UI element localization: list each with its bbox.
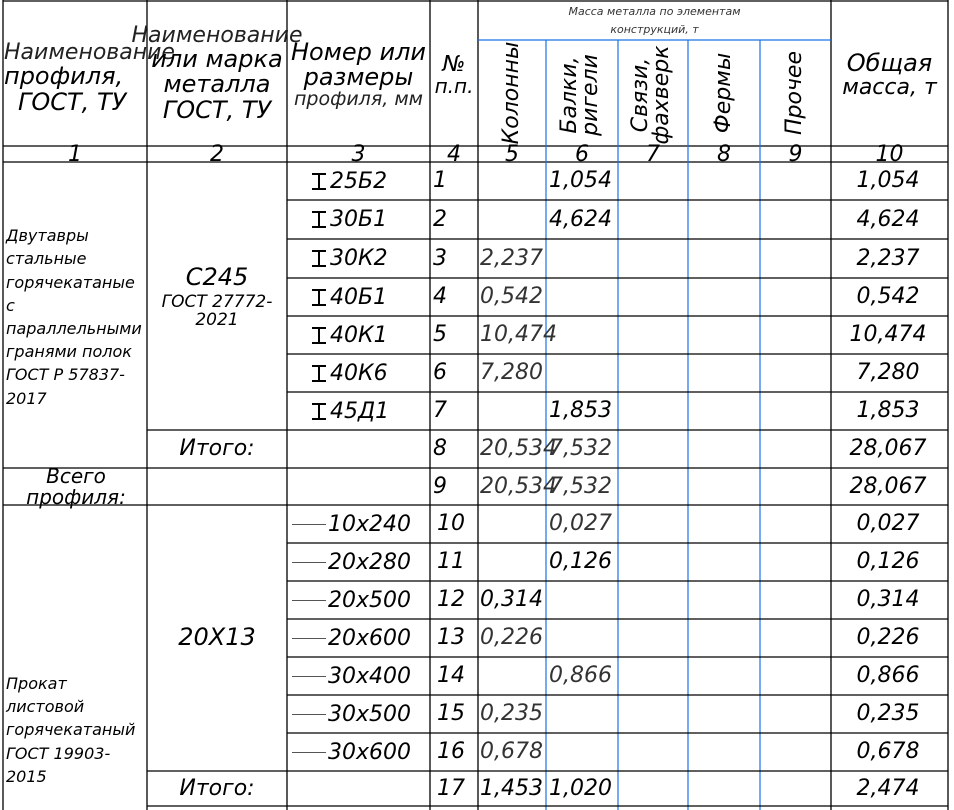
profile-size-text: 20х280 xyxy=(328,549,412,575)
section1-row-3-columns: 2,237 xyxy=(480,245,543,271)
section1-subtotal-total: 28,067 xyxy=(849,436,927,462)
section1-row-4-number: 4 xyxy=(433,284,447,310)
section1-row-7-beams: 1,853 xyxy=(549,398,612,424)
section2-subtotal-beams: 1,020 xyxy=(549,775,612,801)
section2-row-10-number: 10 xyxy=(437,511,465,537)
header-col1-line1: Наименование xyxy=(4,40,175,66)
section2-row-15-number: 15 xyxy=(437,701,465,727)
section2-row-11-total: 0,126 xyxy=(856,549,920,575)
section2-row-16-number: 16 xyxy=(437,739,465,765)
header-col2-line1: Наименование xyxy=(131,23,303,49)
profile-size-text: 20х500 xyxy=(328,587,412,613)
header-col10-line2: масса, т xyxy=(842,75,937,101)
i-beam-icon xyxy=(312,211,326,228)
section1-row-1-beams: 1,054 xyxy=(549,168,612,194)
section1-name-line5: ГОСТ Р 57837-2017 xyxy=(6,365,125,408)
section1-row-5-total: 10,474 xyxy=(849,322,927,348)
section1-steel-grade xyxy=(147,262,287,332)
section1-steel-gost: ГОСТ 27772-2021 xyxy=(161,291,273,330)
section1-subtotal-columns: 20,534 xyxy=(480,436,557,462)
plate-line-icon xyxy=(292,714,326,715)
header-col-bracing xyxy=(628,42,675,148)
header-col3-line1: Номер или xyxy=(291,37,426,66)
col-number-8: 8 xyxy=(717,142,731,168)
section2-row-12-total: 0,314 xyxy=(856,587,920,613)
section2-row-11-columns xyxy=(480,543,546,581)
header-col3-line3: профиля, мм xyxy=(293,88,424,111)
section1-total-columns: 20,534 xyxy=(480,473,557,499)
header-col-steel xyxy=(131,6,303,141)
plate-line-icon xyxy=(292,752,326,753)
header-group-line2: конструкций, т xyxy=(610,23,699,36)
section2-row-12-columns: 0,314 xyxy=(480,587,543,613)
section1-row-4-profile xyxy=(312,278,387,316)
header-col2-line4: ГОСТ, ТУ xyxy=(162,95,272,124)
section1-row-3-total: 2,237 xyxy=(856,245,920,271)
section1-row-3-beams xyxy=(549,239,618,278)
section2-row-15-beams xyxy=(549,695,618,733)
section1-name-line1: Двутавры стальные xyxy=(6,226,89,269)
section1-row-7-number: 7 xyxy=(433,398,447,424)
col-number-3: 3 xyxy=(351,142,366,168)
section2-row-10-columns xyxy=(480,505,546,543)
section1-row-2-columns xyxy=(480,200,546,239)
i-beam-icon xyxy=(312,403,326,420)
col-number-1: 1 xyxy=(68,142,82,168)
section2-row-14-total: 0,866 xyxy=(856,663,920,689)
section1-row-7-profile xyxy=(312,392,389,430)
col-number-2: 2 xyxy=(210,142,224,168)
section2-name-line1: Прокат листовой xyxy=(6,674,85,717)
section2-name-line3: ГОСТ 19903-2015 xyxy=(6,743,111,786)
i-beam-icon xyxy=(312,327,326,344)
profile-size-text: 40Б1 xyxy=(330,284,388,310)
profile-size-text: 30Б1 xyxy=(330,207,388,232)
section2-subtotal-columns: 1,453 xyxy=(480,775,543,801)
header-col-name-profile xyxy=(4,28,175,128)
section1-total-beams: 7,532 xyxy=(549,473,612,499)
col-number-7: 7 xyxy=(646,142,660,168)
section2-row-12-number: 12 xyxy=(437,587,465,613)
header-col1-line3: ГОСТ, ТУ xyxy=(18,87,127,116)
section2-row-10-profile xyxy=(292,505,411,543)
section2-row-12-beams xyxy=(549,581,618,619)
section1-row-6-profile xyxy=(312,354,388,392)
header-col2-line3: металла xyxy=(163,70,271,99)
section2-row-16-beams xyxy=(549,733,618,771)
plate-line-icon xyxy=(292,638,326,639)
section2-row-14-beams: 0,866 xyxy=(549,663,612,689)
section2-row-16-columns: 0,678 xyxy=(480,739,543,765)
section1-total-number: 9 xyxy=(433,473,447,499)
section2-row-11-profile xyxy=(292,543,411,581)
header-col-beams xyxy=(559,42,603,148)
section1-steel: С245 xyxy=(185,262,249,291)
section1-row-4-total: 0,542 xyxy=(856,284,920,310)
section1-subtotal-beams: 7,532 xyxy=(549,436,612,462)
section2-name-line2: горячекатаный xyxy=(6,720,136,740)
section1-row-1-columns xyxy=(480,162,546,200)
section2-row-16-total: 0,678 xyxy=(856,739,920,765)
header-group-line1: Масса металла по элементам xyxy=(568,5,741,19)
section1-row-3-profile xyxy=(312,239,388,278)
section2-row-13-columns: 0,226 xyxy=(480,625,543,651)
section1-row-5-beams xyxy=(549,316,618,354)
section1-row-5-number: 5 xyxy=(433,322,447,348)
plate-line-icon xyxy=(292,600,326,601)
header-col7-line1: Связи, xyxy=(628,57,653,133)
section2-row-11-beams: 0,126 xyxy=(549,549,612,575)
header-col8-label: Фермы xyxy=(711,52,736,134)
section1-row-6-beams xyxy=(549,354,618,392)
col-number-9: 9 xyxy=(788,142,803,168)
section1-row-6-total: 7,280 xyxy=(856,360,920,386)
profile-size-text: 40К1 xyxy=(330,322,388,348)
section2-subtotal-number: 17 xyxy=(437,775,465,801)
section2-row-10-beams: 0,027 xyxy=(549,511,612,537)
section1-row-2-beams: 4,624 xyxy=(549,206,612,232)
section1-name-line3: с параллельными xyxy=(6,295,142,338)
header-col-profile-size xyxy=(287,20,430,130)
section1-row-2-number: 2 xyxy=(433,206,447,232)
header-col6-line1: Балки, xyxy=(557,56,583,134)
header-col10-line1: Общая xyxy=(846,48,933,77)
col-number-5: 5 xyxy=(505,142,519,168)
header-col7-line2: фахверк xyxy=(648,45,674,145)
section2-steel-grade: 20Х13 xyxy=(178,623,256,652)
section2-subtotal-label: Итого: xyxy=(179,775,255,801)
section1-row-2-profile xyxy=(312,200,387,239)
header-col-number xyxy=(430,40,478,110)
section2-row-15-profile xyxy=(292,695,411,733)
profile-size-text: 45Д1 xyxy=(330,398,390,424)
profile-size-text: 30х500 xyxy=(328,701,412,727)
header-col-total-mass xyxy=(831,40,948,110)
section2-row-10-total: 0,027 xyxy=(856,511,920,537)
section2-row-13-total: 0,226 xyxy=(856,625,920,651)
i-beam-icon xyxy=(312,289,326,306)
section1-row-6-number: 6 xyxy=(433,360,447,386)
section1-row-1-profile xyxy=(312,162,387,200)
plate-line-icon xyxy=(292,676,326,677)
profile-size-text: 30х400 xyxy=(328,663,412,689)
profile-size-text: 20х600 xyxy=(328,625,412,651)
section1-row-2-total: 4,624 xyxy=(856,206,920,232)
i-beam-icon xyxy=(312,173,326,190)
section1-subtotal-number: 8 xyxy=(433,436,447,462)
i-beam-icon xyxy=(312,365,326,382)
section1-total-total: 28,067 xyxy=(849,473,927,499)
section2-row-14-columns xyxy=(480,657,546,695)
section1-total-label: Всего профиля: xyxy=(26,463,126,509)
section1-row-5-columns: 10,474 xyxy=(480,322,557,348)
plate-line-icon xyxy=(292,562,326,563)
section2-row-16-profile xyxy=(292,733,411,771)
section1-row-7-columns xyxy=(480,392,546,430)
section2-row-14-profile xyxy=(292,657,411,695)
section1-row-4-beams xyxy=(549,278,618,316)
section2-row-11-number: 11 xyxy=(437,549,465,575)
header-col3-line2: размеры xyxy=(303,63,414,92)
section1-row-5-profile xyxy=(312,316,388,354)
section1-row-1-total: 1,054 xyxy=(856,168,920,194)
col-number-6: 6 xyxy=(575,142,589,168)
section2-row-15-total: 0,235 xyxy=(856,701,920,727)
profile-size-text: 10х240 xyxy=(328,511,412,537)
header-col1-line2: профиля, xyxy=(4,62,124,91)
profile-size-text: 30х600 xyxy=(328,739,412,765)
section1-row-7-total: 1,853 xyxy=(856,398,920,424)
header-col9-label: Прочее xyxy=(782,50,807,136)
section1-row-6-columns: 7,280 xyxy=(480,360,543,386)
section1-row-4-columns: 0,542 xyxy=(480,284,543,310)
header-col5-label: Колонны xyxy=(499,41,524,145)
section2-profile-name xyxy=(6,674,146,786)
section2-row-13-number: 13 xyxy=(437,625,465,651)
profile-size-text: 40К6 xyxy=(330,360,388,386)
plate-line-icon xyxy=(292,524,326,525)
section1-name-line4: гранями полок xyxy=(6,342,132,362)
header-col4-line1: № xyxy=(442,51,466,77)
section1-row-1-number: 1 xyxy=(433,168,447,194)
header-col-other xyxy=(780,40,810,146)
header-col2-line2: или марка xyxy=(151,45,283,74)
header-col6-line2: ригели xyxy=(578,54,603,136)
section1-name-line2: горячекатаные xyxy=(6,272,135,292)
section2-row-12-profile xyxy=(292,581,411,619)
section1-subtotal-label: Итого: xyxy=(179,436,255,462)
header-mass-group xyxy=(478,4,831,38)
header-col4-line2: п.п. xyxy=(434,74,474,99)
header-col-columns xyxy=(497,40,527,146)
col-number-4: 4 xyxy=(447,142,461,168)
section2-row-13-beams xyxy=(549,619,618,657)
section1-row-3-number: 3 xyxy=(433,245,447,271)
profile-size-text: 30К2 xyxy=(330,246,388,271)
section2-row-14-number: 14 xyxy=(437,663,465,689)
section1-profile-name xyxy=(6,226,146,408)
col-number-10: 10 xyxy=(875,142,904,168)
section2-subtotal-total: 2,474 xyxy=(856,775,920,801)
section2-row-15-columns: 0,235 xyxy=(480,701,543,727)
section2-row-13-profile xyxy=(292,619,411,657)
header-col-trusses xyxy=(709,40,739,146)
profile-size-text: 25Б2 xyxy=(330,168,388,194)
i-beam-icon xyxy=(312,250,326,267)
